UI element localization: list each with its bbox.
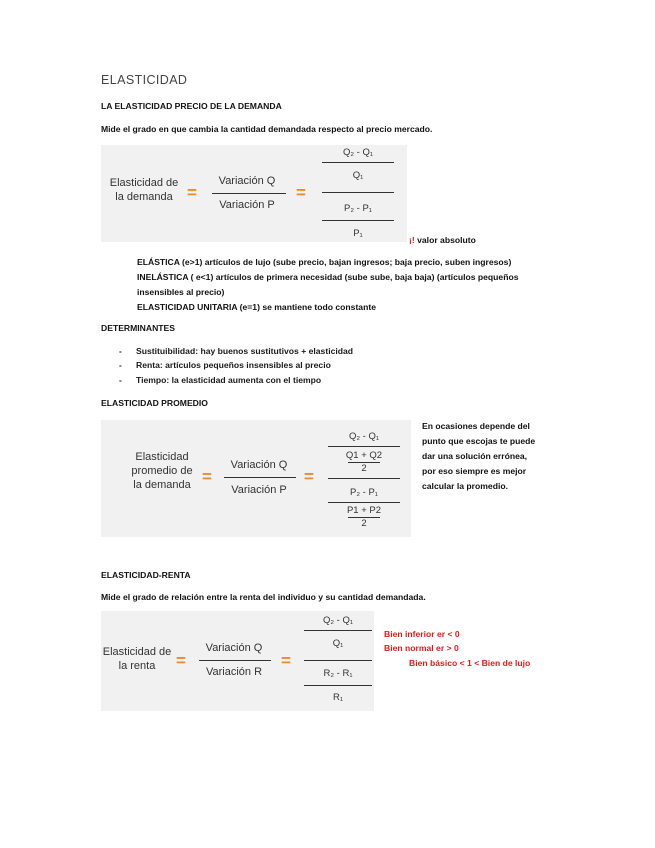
equals-sign: = xyxy=(176,651,186,670)
denominator-top: P₂ - P₁ xyxy=(343,203,372,214)
numerator-bottom: Q₁ xyxy=(352,170,364,181)
section-intro-renta: Mide el grado de relación entre la renta del individuo y su cantidad demandada. xyxy=(101,592,426,602)
denominator-two: 2 xyxy=(361,518,367,529)
fraction-numerator: Variación Q xyxy=(230,459,288,471)
numerator-two: 2 xyxy=(361,463,367,474)
formula-lhs-promedio: Elasticidad promedio de la demanda xyxy=(131,451,193,491)
denominator-bottom: R₁ xyxy=(332,692,344,703)
section-intro-precio: Mide el grado en que cambia la cantidad demandada respecto al precio mercado. xyxy=(101,124,433,134)
section-heading-determinantes: DETERMINANTES xyxy=(101,323,176,333)
section-heading-renta: ELASTICIDAD-RENTA xyxy=(101,570,191,580)
numerator-sum: Q1 + Q2 xyxy=(345,450,383,461)
renta-note-inferior: Bien inferior er < 0 xyxy=(384,629,460,639)
list-item: - Tiempo: la elasticidad aumenta con el tiempo xyxy=(119,375,322,385)
denominator-top: R₂ - R₁ xyxy=(323,668,353,679)
fraction-denominator: Variación P xyxy=(219,199,275,211)
promedio-note: En ocasiones depende del punto que escojas te puede dar una solución errónea, por eso siempre es mejor calcular la promedio. xyxy=(422,421,536,491)
renta-note-normal: Bien normal er > 0 xyxy=(384,643,459,653)
main-fraction-line xyxy=(328,478,400,479)
numerator-bottom: Q₁ xyxy=(332,638,344,649)
main-fraction-line xyxy=(322,192,394,193)
fraction-numerator: Variación Q xyxy=(205,642,263,654)
fraction-denominator: Variación R xyxy=(205,666,263,678)
equals-sign: = xyxy=(187,183,197,202)
fraction-numerator: Variación Q xyxy=(218,175,276,187)
fraction-line xyxy=(322,162,394,163)
fraction-line xyxy=(224,477,296,478)
denominator-sum: P1 + P2 xyxy=(346,505,382,516)
renta-note-basico-lujo: Bien básico < 1 < Bien de lujo xyxy=(409,658,531,668)
numerator-top: Q₂ - Q₁ xyxy=(342,147,374,158)
fraction-line xyxy=(304,685,372,686)
list-item: ELASTICIDAD UNITARIA (e=1) se mantiene todo constante xyxy=(137,302,376,312)
section-heading-promedio: ELASTICIDAD PROMEDIO xyxy=(101,398,208,408)
list-item: - Sustituibilidad: hay buenos sustitutivos + elasticidad xyxy=(119,346,354,356)
absolute-value-note: ¡! valor absoluto xyxy=(409,235,476,245)
fraction-line xyxy=(199,660,271,661)
list-item: - Renta: artículos pequeños insensibles al precio xyxy=(119,360,331,370)
list-item: INELÁSTICA ( e<1) artículos de primera necesidad (sube sube, baja baja) (artículos pequeños xyxy=(137,272,519,282)
fraction-line xyxy=(328,502,400,503)
formula-lhs-precio: Elasticidad de la demanda xyxy=(109,177,179,203)
equals-sign: = xyxy=(304,467,314,486)
equals-sign: = xyxy=(281,651,291,670)
list-item: insensibles al precio) xyxy=(137,287,225,297)
denominator-bottom: P₁ xyxy=(353,228,363,239)
formula-lhs-renta: Elasticidad de la renta xyxy=(102,646,172,672)
numerator-top: Q₂ - Q₁ xyxy=(322,615,354,626)
fraction-denominator: Variación P xyxy=(231,484,287,496)
fraction-line xyxy=(328,446,400,447)
denominator-top: P₂ - P₁ xyxy=(349,487,378,498)
elasticity-types-list xyxy=(137,255,519,315)
equals-sign: = xyxy=(202,467,212,486)
fraction-line xyxy=(212,193,286,194)
fraction-line xyxy=(304,630,372,631)
page-title: ELASTICIDAD xyxy=(101,73,188,87)
fraction-line xyxy=(322,220,394,221)
main-fraction-line xyxy=(304,660,372,661)
list-item: ELÁSTICA (e>1) artículos de lujo (sube precio, bajan ingresos; baja precio, suben ingresos) xyxy=(137,257,512,267)
section-heading-precio: LA ELASTICIDAD PRECIO DE LA DEMANDA xyxy=(101,101,282,111)
numerator-top: Q₂ - Q₁ xyxy=(348,431,380,442)
equals-sign: = xyxy=(296,183,306,202)
